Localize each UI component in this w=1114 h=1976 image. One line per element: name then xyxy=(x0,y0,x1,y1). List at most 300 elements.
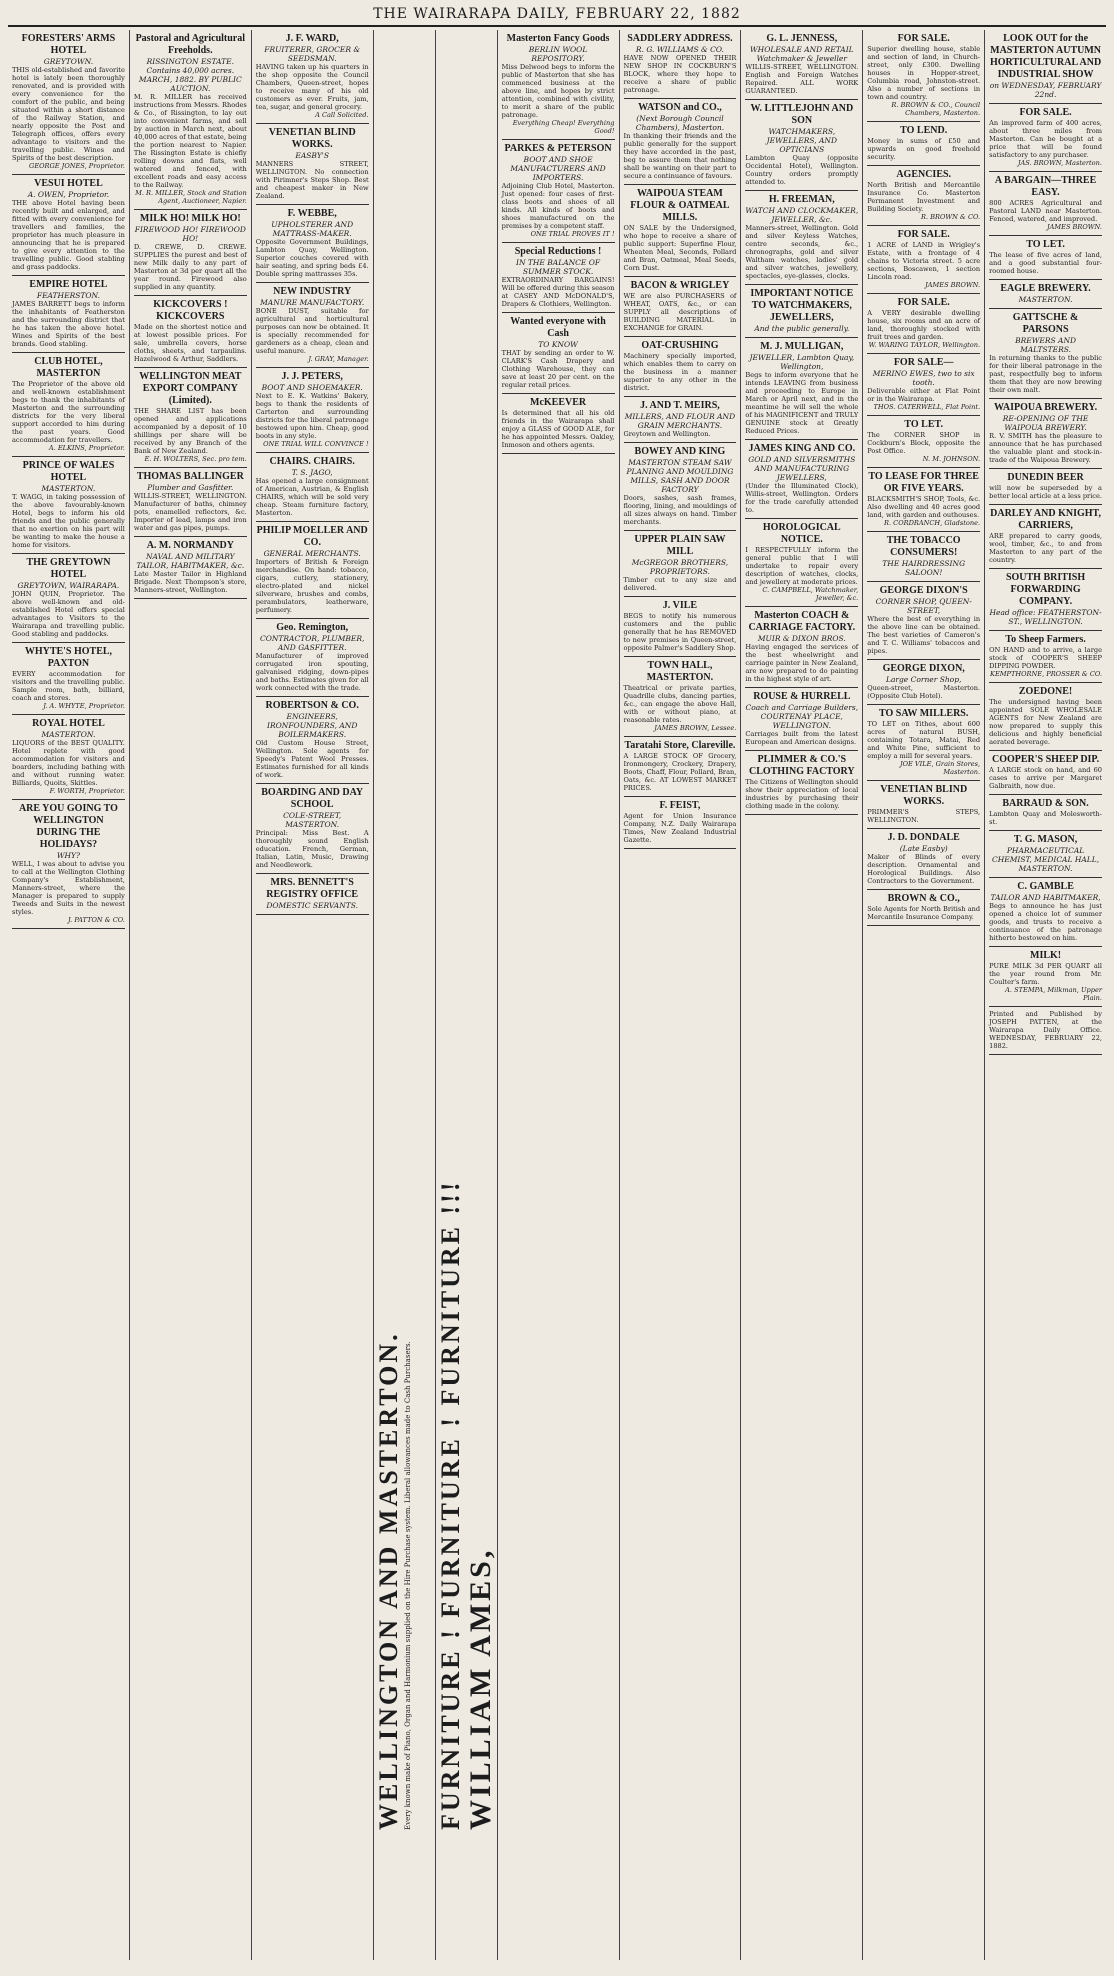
ad-heading: F. WEBBE, xyxy=(287,208,337,219)
advertisement xyxy=(745,285,858,338)
ad-body: EVERY accommodation for visitors and the travelling public. Sample room, bath, billiard, coach and stores. xyxy=(12,670,125,702)
ad-body: R. V. SMITH has the pleasure to announce that he has purchased the valuable plant and stock-in-trade of the Waipoua Brewery. xyxy=(989,432,1102,464)
advertisement xyxy=(624,337,737,397)
advertisement xyxy=(867,468,980,532)
advertisement xyxy=(624,185,737,277)
ad-heading: WAIPOUA STEAM FLOUR & OATMEAL MILLS. xyxy=(630,188,730,223)
ad-heading: J. J. PETERS, xyxy=(281,371,343,382)
ad-body: THE SHARE LIST has been opened and applications accompanied by a deposit of 10 shillings per share will be received by any Branch of the Bank of New Zealand. xyxy=(133,407,247,455)
ad-body: An improved farm of 400 acres, about three miles from Masterton. Can be bought at a price that will be found satisfactory to any purchaser. xyxy=(989,119,1102,159)
ad-signature: JOE VILE, Grain Stores, Masterton. xyxy=(899,760,981,776)
ad-body: ON SALE by the Undersigned, who hope to receive a share of public support: Superfine Flour, Wheaten Meal, Seconds, Pollard and Bran, Oatmeal, Meal Seeds, Corn Dust. xyxy=(623,224,737,272)
ad-heading: Wanted everyone with Cash xyxy=(510,316,606,339)
ad-heading: J. VILE xyxy=(662,600,698,611)
ad-body: ON HAND and to arrive, a large stock of COOPER'S SHEEP DIPPING POWDER. xyxy=(989,646,1102,670)
column-6 xyxy=(498,30,620,1960)
ad-heading: VESUI HOTEL xyxy=(34,178,103,189)
advertisement xyxy=(867,416,980,468)
ad-body: THE above Hotel having been recently built and enlarged, and fitted with every convenience for travellers and families, the proprietor has much pleasure in announcing that he is prepared to give every attention to the travelling public. Good stabling and grass paddocks. xyxy=(12,199,125,271)
advertisement xyxy=(12,457,125,554)
ad-subheading: EASBY'S xyxy=(295,151,329,160)
ad-body: Lambton Quay and Molesworth-st. xyxy=(989,810,1102,826)
ad-body: LIQUORS of the BEST QUALITY. Hotel replete with good accommodation for visitors and boarders, including bathing with and without running water. Billiards, Quoits, Skittles. xyxy=(12,739,125,787)
column-4-vertical xyxy=(374,30,436,1960)
ad-heading: JAMES KING AND CO. xyxy=(748,443,856,454)
advertisement xyxy=(989,505,1102,569)
ad-heading: T. G. MASON, xyxy=(1013,834,1078,845)
advertisement xyxy=(989,1007,1102,1055)
ad-heading: Special Reductions ! xyxy=(514,246,602,257)
ad-body: Deliverable either at Flat Point or in the Wairarapa. xyxy=(867,387,981,403)
ad-heading: COOPER'S SHEEP DIP. xyxy=(991,754,1100,765)
ad-signature: THOS. CATERWELL, Flat Point. xyxy=(873,403,981,411)
advertisement xyxy=(256,697,369,784)
ad-subheading: BOOT AND SHOE MANUFACTURERS AND IMPORTERS. xyxy=(510,155,606,182)
ad-body: THIS old-established and favorite hotel is lately been thoroughly renovated, and is provided with every convenience for the comfort of the public, and being situated within a short distance of the Railway Station, and nearly opposite the Post and Telegraph offices, offers every advantage to visitors and the travelling public. Wines and Spirits of the best description. xyxy=(12,66,125,162)
advertisement xyxy=(134,537,247,599)
advertisement xyxy=(256,30,369,124)
ad-subheading: WATCH AND CLOCKMAKER, JEWELLER, &c. xyxy=(745,206,859,224)
ad-heading: BARRAUD & SON. xyxy=(1002,798,1089,809)
ad-body: 800 ACRES Agricultural and Pastoral LAND near Masterton. Fenced, watered, and improved. xyxy=(989,199,1102,223)
ad-body: Queen-street, Masterton. (Opposite Club Hotel). xyxy=(867,684,981,700)
advertisement xyxy=(989,878,1102,947)
ad-body: Sole Agents for North British and Mercantile Insurance Company. xyxy=(867,905,981,921)
ad-heading: VENETIAN BLIND WORKS. xyxy=(268,127,356,150)
advertisement xyxy=(745,191,858,285)
ad-subheading: MASTERTON. xyxy=(41,730,96,739)
ad-heading: To Sheep Farmers. xyxy=(1005,634,1086,645)
vertical-ad-pianos xyxy=(374,30,413,1830)
ad-body: The CORNER SHOP in Cockburn's Block, opposite the Post Office. xyxy=(867,431,981,455)
advertisement xyxy=(256,453,369,522)
ad-heading: H. FREEMAN, xyxy=(768,194,835,205)
ad-signature: A. STEMPA, Milkman, Upper Plain. xyxy=(1005,986,1102,1002)
ad-heading: THE GREYTOWN HOTEL xyxy=(26,557,111,580)
ad-subheading: FRUITERER, GROCER & SEEDSMAN. xyxy=(264,45,361,63)
ad-heading: GATTSCHE & PARSONS xyxy=(1012,312,1079,335)
ad-heading: BOARDING AND DAY SCHOOL xyxy=(261,787,364,810)
ad-body: The lease of five acres of land, and a good substantial four-roomed house. xyxy=(989,251,1102,275)
ad-body: Lambton Quay (opposite Occidental Hotel), Wellington. Country orders promptly attended to. xyxy=(745,154,859,186)
advertisement xyxy=(989,751,1102,795)
advertisement xyxy=(989,631,1102,683)
ad-subheading: MASTERTON. xyxy=(41,484,96,493)
ad-heading: Masterton Fancy Goods xyxy=(506,33,610,44)
ad-body: PRIMMER'S STEPS, WELLINGTON. xyxy=(867,808,981,824)
advertisement xyxy=(502,394,615,454)
advertisement xyxy=(867,354,980,416)
advertisement xyxy=(624,30,737,99)
ad-body: HAVE NOW OPENED THEIR NEW SHOP IN COCKBURN'S BLOCK, where they hope to receive a share of public patronage. xyxy=(623,54,737,94)
advertisement xyxy=(745,751,858,815)
ad-body: WELL, I was about to advise you to call at the Wellington Clothing Company's Establishment, Manners-street, where the Manager is prepared to supply Tweeds and Suits in the newest styles. xyxy=(12,860,125,916)
ad-signature: JAMES BROWN, Lessee. xyxy=(654,724,737,732)
advertisement xyxy=(745,338,858,440)
ad-heading: SOUTH BRITISH FORWARDING COMPANY. xyxy=(1005,572,1086,607)
ad-subheading: BERLIN WOOL REPOSITORY. xyxy=(528,45,588,63)
ad-heading: M. J. MULLIGAN, xyxy=(760,341,844,352)
ad-heading: OAT-CRUSHING xyxy=(641,340,719,351)
ad-body: (Under the Illuminated Clock), Willis-street, Wellington. Orders for the trade carefully attended to. xyxy=(745,482,859,514)
advertisement xyxy=(745,440,858,519)
ad-heading: LOOK OUT for the MASTERTON AUTUMN HORTICULTURAL AND INDUSTRIAL SHOW xyxy=(989,33,1102,80)
advertisement xyxy=(867,166,980,226)
ad-signature: ONE TRIAL PROVES IT ! xyxy=(530,230,615,238)
ad-subheading: CORNER SHOP, QUEEN-STREET, xyxy=(875,597,972,615)
ad-heading: EMPIRE HOTEL xyxy=(29,279,108,290)
ad-subheading: COLE-STREET, MASTERTON. xyxy=(283,811,342,829)
advertisement xyxy=(745,519,858,607)
ad-body: WILLIS-STREET, WELLINGTON. Manufacturer of baths, chimney pots, enamelled reflectors, &c. Importer of lead, lamps and iron water and gas pipes, pumps. xyxy=(133,492,247,532)
ad-subheading: RE-OPENING OF THE WAIPOUA BREWERY. xyxy=(1002,414,1089,432)
ad-subheading: Head office: FEATHERSTON-ST., WELLINGTON. xyxy=(989,608,1102,626)
advertisement xyxy=(134,30,247,210)
ad-body: EXTRAORDINARY BARGAINS! Will be offered during this season at CASEY AND McDONALD'S, Drapers & Clothiers, Wellington. xyxy=(501,276,615,308)
masthead: THE WAIRARAPA DAILY, FEBRUARY 22, 1882 xyxy=(8,6,1106,27)
ad-subheading: And the public generally. xyxy=(754,324,850,333)
ad-signature: R. CORDRANCH, Gladstone. xyxy=(884,519,981,527)
ad-subheading: WHY? xyxy=(56,851,81,860)
ad-subheading: GOLD AND SILVERSMITHS AND MANUFACTURING JEWELLERS, xyxy=(748,455,856,482)
ad-body: Opposite Government Buildings, Lambton Quay, Wellington. Superior couches covered with hair seating, and spring beds £4. Double spring mattrasses 35s. xyxy=(255,238,369,278)
ad-signature: J. PATTON & CO. xyxy=(68,916,125,924)
ad-body: Machinery specially imported, which enables them to carry on the business in a manner superior to any other in the district. xyxy=(623,352,737,392)
ad-subheading: GREYTOWN. xyxy=(43,57,94,66)
ad-body: Adjoining Club Hotel, Masterton. Just opened: four cases of first-class boots and shoes of all kinds. All kinds of boots and shoes manufactured on the premises by a competent staff. xyxy=(501,182,615,230)
ad-subheading: MASTERTON. xyxy=(1018,295,1073,304)
ad-heading: WAIPOUA BREWERY. xyxy=(993,402,1098,413)
ad-body: North British and Mercantile Insurance Co. Masterton Permanent Investment and Building Society. xyxy=(867,181,981,213)
ad-heading: PRINCE OF WALES HOTEL xyxy=(22,460,115,483)
advertisement xyxy=(745,688,858,751)
ad-heading: NEW INDUSTRY xyxy=(273,286,352,297)
advertisement xyxy=(12,175,125,276)
ad-heading: ARE YOU GOING TO WELLINGTON DURING THE HOLIDAYS? xyxy=(18,803,118,850)
advertisement xyxy=(12,30,125,175)
advertisement xyxy=(624,397,737,443)
ad-signature: Everything Cheap! Everything Good! xyxy=(512,119,615,135)
ad-subheading: DOMESTIC SERVANTS. xyxy=(266,901,359,910)
ad-signature: A. ELKINS, Proprietor. xyxy=(48,444,125,452)
ad-heading: UPPER PLAIN SAW MILL xyxy=(634,534,726,557)
ad-subheading: MERINO EWES, two to six tooth. xyxy=(872,369,975,387)
advertisement xyxy=(989,831,1102,878)
ad-body: Late Master Tailor in Highland Brigade. Next Thompson's store, Manners-street, Wellington. xyxy=(133,570,247,594)
advertisement xyxy=(867,122,980,166)
advertisement xyxy=(256,368,369,453)
ad-subheading: TO KNOW xyxy=(538,340,578,349)
ad-body: Made on the shortest notice and at lowest possible prices. For sale, umbrella covers, horse cloths, sheets, and tarpaulins. Hazelwood & Arthur, Saddlers. xyxy=(133,323,247,363)
ad-heading: VENETIAN BLIND WORKS. xyxy=(880,784,968,807)
ad-heading: WATSON and CO., xyxy=(638,102,722,113)
advertisement xyxy=(989,104,1102,172)
ad-heading: J. F. WARD, xyxy=(285,33,339,44)
column-10 xyxy=(985,30,1106,1960)
ad-heading: WHYTE'S HOTEL, PAXTON xyxy=(24,646,113,669)
ad-heading: PHILIP MOELLER AND CO. xyxy=(256,525,368,548)
ad-subheading: BOOT AND SHOEMAKER. xyxy=(261,383,363,392)
advertisement xyxy=(12,276,125,353)
advertisement xyxy=(745,607,858,688)
ad-body: Timber cut to any size and delivered. xyxy=(623,576,737,592)
ad-subheading: A. OWEN, Proprietor. xyxy=(27,190,110,199)
advertisement xyxy=(867,294,980,354)
ad-body: BONE DUST, suitable for agricultural and horticultural purposes can now be obtained. It is specially recommended for gardeners as a cheap, clean and useful manure. xyxy=(255,307,369,355)
ad-heading: G. L. JENNESS, xyxy=(766,33,838,44)
advertisement xyxy=(624,597,737,657)
ad-body: Importers of British & Foreign merchandise. On hand: tobacco, cigars, cutlery, stationery, electro-plated and nickel silverware, brushes and combs, perambulators, leatherware, perfumery. xyxy=(255,558,369,614)
ad-heading: Geo. Remington, xyxy=(276,622,349,633)
ad-body: In returning thanks to the public for their liberal patronage in the past, respectfully beg to inform them that they are now brewing their own malt. xyxy=(989,354,1102,394)
vertical-ad-furniture xyxy=(436,30,496,1830)
advertisement xyxy=(867,226,980,294)
advertisement xyxy=(502,30,615,140)
ad-heading: HOROLOGICAL NOTICE. xyxy=(762,522,841,545)
vertical-title-furniture: FURNITURE ! FURNITURE ! FURNITURE !!! xyxy=(435,1179,465,1830)
ad-subheading: BREWERS AND MALTSTERS. xyxy=(1015,336,1077,354)
advertisement xyxy=(624,657,737,737)
ad-body: Having engaged the services of the best wheelwright and carriage painter in New Zealand, are now prepared to do painting in the highest style of art. xyxy=(745,643,859,683)
ad-heading: J. AND T. MEIRS, xyxy=(640,400,720,411)
advertisement xyxy=(989,280,1102,309)
ad-heading: ROBERTSON & CO. xyxy=(265,700,359,711)
ad-body: A VERY desirable dwelling house, six rooms and an acre of land, thoroughly stocked with fruit trees and garden. xyxy=(867,309,981,341)
ad-signature: KEMPTHORNE, PROSSER & CO. xyxy=(990,670,1102,678)
vertical-title-wellington: WELLINGTON AND MASTERTON. xyxy=(373,1331,403,1830)
ad-heading: Taratahi Store, Clareville. xyxy=(624,740,736,751)
ad-signature: R. BROWN & CO. xyxy=(920,213,981,221)
ad-body: Begs to inform everyone that he intends LEAVING from business and proceeding to Europe in March or April next, and in the meantime he will sell the whole of his MAGNIFICENT and TRULY GENUINE stock at Greatly Reduced Prices. xyxy=(745,371,859,435)
column-7 xyxy=(620,30,742,1960)
ad-body: BLACKSMITH'S SHOP, Tools, &c. Also dwelling and 40 acres good land, with garden and outhouses. xyxy=(867,495,981,519)
advertisement xyxy=(989,30,1102,104)
ad-signature: JAS. BROWN, Masterton. xyxy=(1017,159,1102,167)
ad-body: MANNERS STREET, WELLINGTON. No connection with Pirimner's Steps Shop. Best and cheapest maker in New Zealand. xyxy=(255,160,369,200)
advertisement xyxy=(502,243,615,313)
advertisement xyxy=(624,737,737,797)
ad-signature: W. WARING TAYLOR, Wellington. xyxy=(868,341,981,349)
ad-subheading: Coach and Carriage Builders, COURTENAY PLACE, WELLINGTON. xyxy=(745,703,859,730)
advertisement xyxy=(989,309,1102,399)
ad-heading: FOR SALE— xyxy=(893,357,954,368)
ad-subheading: McGREGOR BROTHERS, PROPRIETORS. xyxy=(631,558,729,576)
ad-subheading: WHOLESALE AND RETAIL Watchmaker & Jeweller xyxy=(749,45,854,63)
ad-body: Has opened a large consignment of American, Austrian, & English CHAIRS, which will be sold very cheap. Steam furniture factory, Masterton. xyxy=(255,477,369,517)
advertisement xyxy=(134,468,247,537)
ad-body: WE are also PURCHASERS of WHEAT, OATS, &c., or can SUPPLY all descriptions of BUILDING MATERIAL in EXCHANGE for GRAIN. xyxy=(623,292,737,332)
ad-heading: GEORGE DIXON'S xyxy=(879,585,968,596)
column-9 xyxy=(863,30,985,1960)
advertisement xyxy=(989,569,1102,631)
ad-body: Doors, sashes, sash frames, flooring, lining, and mouldings of all sizes always on hand. Timber merchants. xyxy=(623,494,737,526)
advertisement xyxy=(502,140,615,243)
ad-subheading: (Next Borough Council Chambers), Masterton. xyxy=(635,114,725,132)
ad-body: Principal: Miss Best. A thoroughly sound English education. French, German, Italian, Latin, Music, Drawing and Needlework. xyxy=(255,829,369,869)
ad-subheading: MANURE MANUFACTORY. xyxy=(260,298,365,307)
ad-signature: F. WORTH, Proprietor. xyxy=(49,787,125,795)
ad-heading: BACON & WRIGLEY xyxy=(630,280,730,291)
ad-body: Printed and Published by JOSEPH PATTEN, at the Wairarapa Daily Office. WEDNESDAY, FEBRUARY 22, 1882. xyxy=(989,1010,1102,1050)
advertisement xyxy=(867,532,980,582)
ad-heading: BOWEY AND KING xyxy=(634,446,726,457)
ad-signature: E. H. WOLTERS, Sec. pro tem. xyxy=(144,455,247,463)
ad-subheading: T. S. JAGO, xyxy=(291,468,333,477)
ad-subheading: UPHOLSTERER AND MATTRASS-MAKER. xyxy=(271,220,354,238)
ad-heading: THE TOBACCO CONSUMERS! xyxy=(886,535,961,558)
ad-subheading: Plumber and Gasfitter. xyxy=(147,483,234,492)
ad-heading: FOR SALE. xyxy=(897,229,950,240)
ad-heading: FOR SALE. xyxy=(897,33,950,44)
ad-heading: DARLEY AND KNIGHT, CARRIERS, xyxy=(990,508,1101,531)
ad-subheading: GREYTOWN, WAIRARAPA. xyxy=(17,581,120,590)
advertisement xyxy=(867,660,980,705)
columns xyxy=(8,30,1106,1960)
ad-heading: A. M. NORMANDY xyxy=(146,540,234,551)
column-3 xyxy=(252,30,374,1960)
ad-subheading: FEATHERSTON. xyxy=(36,291,100,300)
advertisement xyxy=(624,531,737,597)
ad-subheading: MASTERTON STEAM SAW PLANING AND MOULDING MILLS, SASH AND DOOR FACTORY xyxy=(626,458,734,494)
ad-heading: TO LET. xyxy=(904,419,943,430)
ad-signature: J. A. WHYTE, Proprietor. xyxy=(43,702,125,710)
advertisement xyxy=(256,124,369,205)
ad-subheading: Large Corner Shop, xyxy=(885,675,962,684)
ad-subheading: (Late Easby) xyxy=(899,844,948,853)
ad-heading: TOWN HALL, MASTERTON. xyxy=(646,660,714,683)
ad-body: Begs to announce he has just opened a choice lot of summer goods, and trusts to receive a continuance of the patronage hitherto bestowed on him. xyxy=(989,902,1102,942)
advertisement xyxy=(867,582,980,660)
advertisement xyxy=(256,619,369,697)
ad-heading: MRS. BENNETT'S REGISTRY OFFICE xyxy=(266,877,359,900)
ad-heading: SADDLERY ADDRESS. xyxy=(627,33,733,44)
advertisement xyxy=(134,296,247,368)
ad-body: Miss Delwood begs to inform the public of Masterton that she has commenced business at the above line, and hopes by strict attention, combined with civility, to merit a share of the public patronage. xyxy=(501,63,615,119)
advertisement xyxy=(12,800,125,929)
ad-heading: PLIMMER & CO.'S CLOTHING FACTORY xyxy=(748,754,855,777)
advertisement xyxy=(624,443,737,531)
ad-heading: F. FEIST, xyxy=(659,800,701,811)
ad-subheading: NAVAL AND MILITARY TAILOR, HABITMAKER, &c. xyxy=(136,552,245,570)
ad-body: 1 ACRE of LAND in Wrigley's Estate, with a frontage of 4 chains to Victoria street. 5 acre sections, Boscawen, 1 section Lincoln road. xyxy=(867,241,981,281)
ad-heading: FORESTERS' ARMS HOTEL xyxy=(21,33,116,56)
ad-body: In thanking their friends and the public generally for the support they have accorded in the past, beg to assure them that nothing shall be wanting on their part to secure a continuance of favours. xyxy=(623,132,737,180)
ad-heading: C. GAMBLE xyxy=(1017,881,1074,892)
advertisement xyxy=(624,797,737,849)
advertisement xyxy=(867,890,980,926)
ad-body: Manners-street, Wellington. Gold and silver Keyless Watches, centre seconds, &c., chronographs, gold and silver Waltham watches, ladies' gold and silver watches, jewellery, spectacles, eye-glasses, clocks. xyxy=(745,224,859,280)
ad-heading: GEORGE DIXON, xyxy=(882,663,965,674)
ad-signature: A Call Solicited. xyxy=(315,111,369,119)
ad-signature: M. R. MILLER, Stock and Station Agent, Auctioneer, Napier. xyxy=(135,189,247,205)
ad-body: Next to E. K. Watkins' Bakery, begs to thank the residents of Carterton and surrounding districts for the liberal patronage bestowed upon him. Cheap, good boots in any style. xyxy=(255,392,369,440)
advertisement xyxy=(989,469,1102,505)
ad-signature: C. CAMPBELL, Watchmaker, Jeweller, &c. xyxy=(762,586,859,602)
column-2 xyxy=(130,30,252,1960)
ad-body: Old Custom House Street, Wellington. Sole agents for Speedy's Patent Wool Presses. Estimates furnished for all kinds of work. xyxy=(255,739,369,779)
ad-body: Is determined that all his old friends in the Wairarapa shall enjoy a GLASS of GOOD ALE, for he has appointed Messrs. Oakley, Inmoson and others agents. xyxy=(501,409,615,449)
ad-heading: KICKCOVERS ! KICKCOVERS xyxy=(153,299,228,322)
ad-signature: GEORGE JONES, Proprietor. xyxy=(29,162,125,170)
ad-signature: JAMES BROWN. xyxy=(1046,223,1102,231)
ad-body: D. CREWE, D. CREWE. SUPPLIES the purest and best of new Milk daily to any part of Masterton at 3d per quart all the year round. Firewood also supplied in any quantity. xyxy=(133,243,247,291)
ad-heading: TO SAW MILLERS. xyxy=(878,708,969,719)
ad-body: JOHN QUIN, Proprietor. The above well-known and old-established Hotel offers special advantages to Visitors to the Wairarapa and travelling public. Good stabling and paddocks. xyxy=(12,590,125,638)
ad-body: The undersigned having been appointed SOLE WHOLESALE AGENTS for New Zealand are now prepared to supply this delicious and highly beneficial aerated beverage. xyxy=(989,698,1102,746)
advertisement xyxy=(624,99,737,185)
advertisement xyxy=(12,715,125,800)
advertisement xyxy=(989,947,1102,1007)
ad-body: Agent for Union Insurance Company, N.Z. Daily Wairarapa Times, New Zealand Industrial Gazette. xyxy=(623,812,737,844)
ad-subheading: IN THE BALANCE OF SUMMER STOCK. xyxy=(515,258,601,276)
ad-body: Where the best of everything in the above line can be obtained. The best varieties of Cameron's and T. C. Williams' tobaccos and pipes. xyxy=(867,615,981,655)
advertisement xyxy=(12,554,125,643)
advertisement xyxy=(989,795,1102,831)
ad-heading: ROYAL HOTEL xyxy=(32,718,105,729)
ad-heading: CLUB HOTEL, MASTERTON xyxy=(34,356,103,379)
advertisement xyxy=(502,313,615,394)
ad-body: HAVING taken up his quarters in the shop opposite the Council Chambers, Queen-street, hopes to receive many of his old customers as ever. Fruits, jam, tea, sugar, and general grocery. xyxy=(255,63,369,111)
ad-subheading: on WEDNESDAY, FEBRUARY 22nd. xyxy=(989,81,1102,99)
advertisement xyxy=(989,172,1102,236)
advertisement xyxy=(256,522,369,619)
ad-body: THAT by sending an order to W. CLARK'S Cash Drapery and Clothing Warehouse, they can save at least 20 per cent. on the regular retail prices. xyxy=(501,349,615,389)
ad-subheading: JEWELLER, Lambton Quay, Wellington, xyxy=(749,353,855,371)
ad-subheading: MUIR & DIXON BROS. xyxy=(757,634,846,643)
advertisement xyxy=(256,283,369,368)
vertical-lines-pianos: Every known make of Piano, Organ and Harmonium supplied on the Hire Purchase system. Liberal allowances made to Cash Purchasers. xyxy=(403,1341,412,1830)
advertisement xyxy=(745,30,858,100)
ad-heading: IMPORTANT NOTICE TO WATCHMAKERS, JEWELLERS, xyxy=(750,288,854,323)
ad-heading: MILK HO! MILK HO! xyxy=(139,213,241,224)
advertisement xyxy=(989,399,1102,469)
column-8 xyxy=(741,30,863,1960)
ad-heading: EAGLE BREWERY. xyxy=(1000,283,1091,294)
advertisement xyxy=(12,643,125,715)
advertisement xyxy=(745,100,858,191)
ad-body: Manufacturer of improved corrugated iron spouting, galvanised ridging, down-pipes and baths. Estimates given for all work connected with the trade. xyxy=(255,652,369,692)
ad-heading: PARKES & PETERSON xyxy=(504,143,612,154)
ad-body: Carriages built from the latest European and American designs. xyxy=(745,730,859,746)
ad-subheading: FIREWOOD HO! FIREWOOD HO! xyxy=(134,225,246,243)
ad-subheading: ENGINEERS, IRONFOUNDERS, AND BOILERMAKERS. xyxy=(267,712,358,739)
ad-subheading: WATCHMAKERS, JEWELLERS, AND OPTICIANS xyxy=(766,127,837,154)
ad-heading: ZOEDONE! xyxy=(1018,686,1073,697)
ad-body: JAMES BARRETT begs to inform the inhabitants of Featherston and the surrounding district that he has taken the above hotel. Wines and Spirits of the best brands. Good stabling. xyxy=(12,300,125,348)
advertisement xyxy=(624,277,737,337)
ad-body: The Citizens of Wellington should show their appreciation of local industries by purchasing their clothing made in the colony. xyxy=(745,778,859,810)
ad-heading: MILK! xyxy=(1030,950,1062,961)
ad-body: PURE MILK 3d PER QUART all the year round from Mr. Coulter's farm. xyxy=(989,962,1102,986)
ad-body: I RESPECTFULLY inform the general public that I will undertake to repair every description of watches, clocks, and jewellery at moderate prices. xyxy=(745,546,859,586)
ad-heading: FOR SALE. xyxy=(897,297,950,308)
ad-body: Money in sums of £50 and upwards on good freehold security. xyxy=(867,137,981,161)
ad-heading: McKEEVER xyxy=(530,397,587,408)
ad-subheading: CONTRACTOR, PLUMBER, AND GASFITTER. xyxy=(259,634,365,652)
ad-heading: Masterton COACH & CARRIAGE FACTORY. xyxy=(748,610,856,633)
ad-body: Greytown and Wellington. xyxy=(623,430,711,438)
ad-signature: R. BROWN & CO., Council Chambers, Masterton. xyxy=(891,101,981,117)
ad-body: T. WAGG, in taking possession of the above favourably-known Hotel, begs to inform his old friends and the public generally that no exertion on his part will be wanting to make the house a home for visitors. xyxy=(12,493,125,549)
advertisement xyxy=(12,353,125,457)
ad-body: Superior dwelling house, stable and section of land, in Church-street, only £300. Dwelling houses in Hopper-street, Columbia road, Johnston-street. Also a number of sections in town and country. xyxy=(867,45,981,101)
ad-body: A LARGE stock on hand, and 60 cases to arrive per Margaret Galbraith, now due. xyxy=(989,766,1102,790)
ad-body: The Proprietor of the above old and well-known establishment begs to thank the inhabitants of Masterton and the surrounding districts for the very liberal support accorded to him during the past years. Good accommodation for travellers. xyxy=(12,380,125,444)
ad-subheading: PHARMACEUTICAL CHEMIST, MEDICAL HALL, MASTERTON. xyxy=(991,846,1100,873)
advertisement xyxy=(134,210,247,296)
ad-subheading: TAILOR AND HABITMAKER, xyxy=(990,893,1101,902)
advertisement xyxy=(256,874,369,915)
